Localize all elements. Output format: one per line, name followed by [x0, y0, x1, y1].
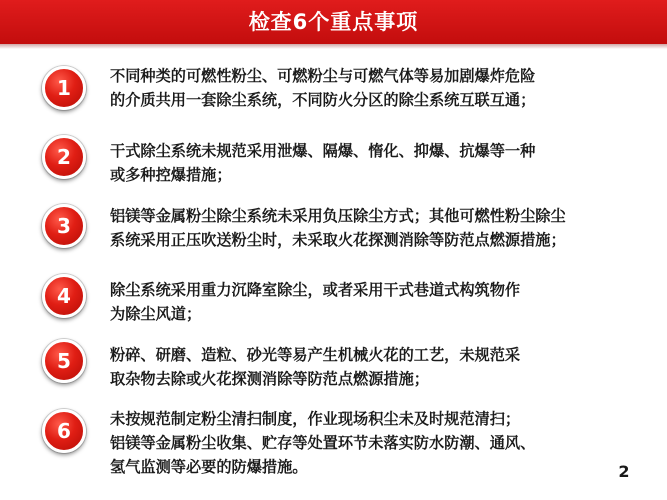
- item-2-text: [110, 139, 658, 187]
- number-badge-1: 1: [42, 66, 86, 110]
- item-6-text: [110, 407, 658, 479]
- number-badge-6: 6: [42, 409, 86, 453]
- number-badge-5: 5: [42, 339, 86, 383]
- item-6-line-3: 氢气监测等必要的防爆措施。: [110, 458, 308, 476]
- page-number: 2: [618, 462, 630, 481]
- item-2-line-2: 或多种控爆措施；: [110, 166, 232, 184]
- item-5-line-1: 粉碎、研磨、造粒、砂光等易产生机械火花的工艺，未规范采: [110, 346, 521, 364]
- item-5-line-2: 取杂物去除或火花探测消除等防范点燃源措施；: [110, 370, 429, 388]
- slide-title: 检查6个重点事项: [248, 10, 419, 34]
- number-badge-2: 2: [42, 135, 86, 179]
- item-1-line-2: 的介质共用一套除尘系统，不同防火分区的除尘系统互联互通；: [110, 91, 536, 109]
- number-badge-4: 4: [42, 274, 86, 318]
- item-4-text: [110, 278, 658, 326]
- item-4-line-2: 为除尘风道；: [110, 305, 202, 323]
- item-4-line-1: 除尘系统采用重力沉降室除尘，或者采用干式巷道式构筑物作: [110, 281, 521, 299]
- item-3-text: [110, 204, 658, 252]
- item-6-line-1: 未按规范制定粉尘清扫制度，作业现场积尘未及时规范清扫；: [110, 410, 521, 428]
- number-badge-3: 3: [42, 204, 86, 248]
- item-5-text: [110, 343, 658, 391]
- item-1-line-1: 不同种类的可燃性粉尘、可燃粉尘与可燃气体等易加剧爆炸危险: [110, 67, 536, 85]
- title-bar-shadow: [0, 44, 667, 49]
- item-2-line-1: 干式除尘系统未规范采用泄爆、隔爆、惰化、抑爆、抗爆等一种: [110, 142, 536, 160]
- item-6-line-2: 铝镁等金属粉尘收集、贮存等处置环节未落实防水防潮、通风、: [110, 434, 536, 452]
- item-1-text: [110, 64, 658, 112]
- item-3-line-2: 系统采用正压吹送粉尘时，未采取火花探测消除等防范点燃源措施；: [110, 231, 566, 249]
- item-3-line-1: 铝镁等金属粉尘除尘系统未采用负压除尘方式；其他可燃性粉尘除尘: [110, 207, 566, 225]
